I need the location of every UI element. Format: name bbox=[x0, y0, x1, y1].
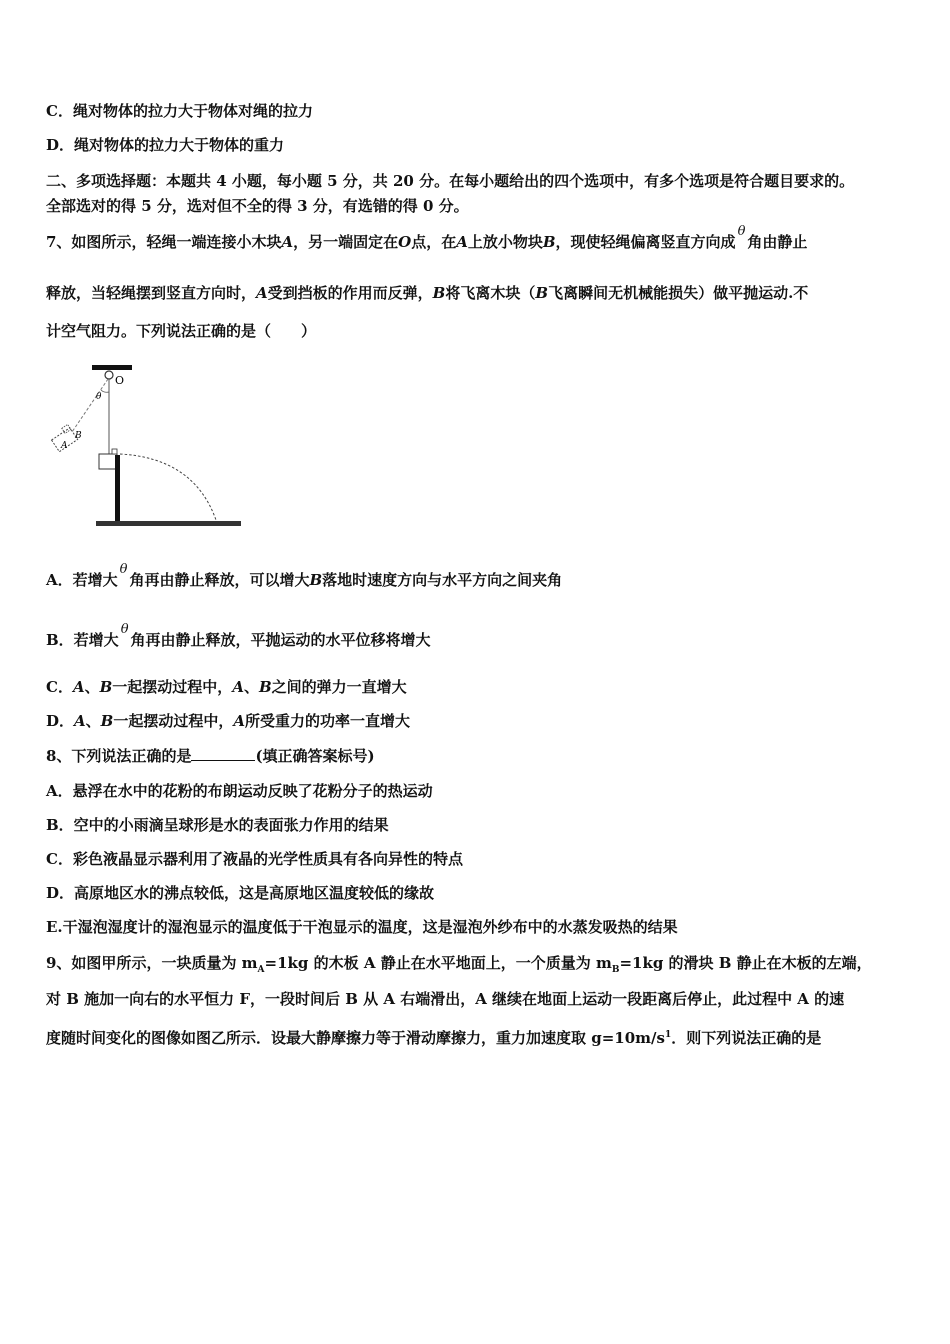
block-a bbox=[99, 454, 117, 469]
label-b: B bbox=[75, 431, 82, 441]
pivot-point bbox=[105, 371, 113, 379]
q8-option-e: E.干湿泡湿度计的湿泡显示的温度低于干泡显示的温度，这是湿泡外纱布中的水蒸发吸热的结果 bbox=[46, 918, 678, 936]
q9-stem-line1: 9、如图甲所示，一块质量为 $m_A=1kg$ 的木板 A 静止在水平地面上，一个质量为 $m_B=1kg$ 的滑块 B 静止在木板的左端， bbox=[46, 954, 872, 975]
ground bbox=[96, 521, 241, 526]
q8-option-c: C．彩色液晶显示器利用了液晶的光学性质具有各向异性的特点 bbox=[46, 850, 463, 868]
q8-option-a: A．悬浮在水中的花粉的布朗运动反映了花粉分子的热运动 bbox=[46, 782, 433, 800]
section2-heading-line2: 全部选对的得 5 分，选对但不全的得 3 分，有选错的得 0 分。 bbox=[46, 197, 469, 215]
q7-option-d: D．A、B一起摆动过程中，A所受重力的功率一直增大 bbox=[46, 712, 411, 730]
swung-rope bbox=[72, 379, 108, 432]
block-b bbox=[112, 449, 117, 454]
theta-symbol: θ bbox=[120, 622, 129, 637]
q7-stem-line2: 释放，当轻绳摆到竖直方向时，A受到挡板的作用而反弹，B将飞离木块（B飞离瞬间无机械能损失）做平抛运动.不 bbox=[46, 284, 809, 302]
answer-blank bbox=[191, 746, 255, 761]
q9-stem-line3: 度随时间变化的图像如图乙所示．设最大静摩擦力等于滑动摩擦力，重力加速度取 $g=10m/s^1$．则下列说法正确的是 bbox=[46, 1029, 822, 1047]
q8-stem: 8、下列说法正确的是 (填正确答案标号) bbox=[46, 747, 375, 765]
section2-heading-line1: 二、多项选择题：本题共 4 小题，每小题 5 分，共 20 分。在每小题给出的四个选项中，有多个选项是符合题目要求的。 bbox=[46, 172, 855, 190]
angle-arc bbox=[101, 390, 109, 392]
q6-option-c: C．绳对物体的拉力大于物体对绳的拉力 bbox=[46, 102, 313, 120]
q6-option-d: D．绳对物体的拉力大于物体的重力 bbox=[46, 136, 285, 154]
q7-option-c: C．A、B一起摆动过程中，A、B之间的弹力一直增大 bbox=[46, 678, 407, 696]
q7-stem-line1: 7、如图所示，轻绳一端连接小木块A，另一端固定在O点，在A上放小物块B，现使轻绳偏离竖直方向成θ角由静止 bbox=[46, 224, 808, 251]
q7-stem-line3: 计空气阻力。下列说法正确的是（ ） bbox=[46, 322, 317, 340]
label-a: A bbox=[61, 441, 68, 451]
theta-symbol: θ bbox=[737, 224, 746, 239]
ceiling-bar bbox=[92, 365, 132, 370]
label-o: O bbox=[115, 374, 125, 387]
projectile-path bbox=[120, 454, 216, 520]
q8-option-b: B．空中的小雨滴呈球形是水的表面张力作用的结果 bbox=[46, 816, 389, 834]
q8-option-d: D．高原地区水的沸点较低，这是高原地区温度较低的缘故 bbox=[46, 884, 435, 902]
label-theta: θ bbox=[96, 392, 102, 402]
baffle-post bbox=[115, 455, 120, 523]
pendulum-figure bbox=[44, 362, 244, 534]
q9-stem-line2: 对 B 施加一向右的水平恒力 F，一段时间后 B 从 A 右端滑出，A 继续在地面上运动一段距离后停止，此过程中 A 的速 bbox=[46, 990, 845, 1008]
q7-option-b: B．若增大θ角再由静止释放，平抛运动的水平位移将增大 bbox=[46, 622, 431, 649]
theta-symbol: θ bbox=[119, 562, 128, 577]
q7-option-a: A．若增大θ角再由静止释放，可以增大B落地时速度方向与水平方向之间夹角 bbox=[46, 562, 563, 589]
